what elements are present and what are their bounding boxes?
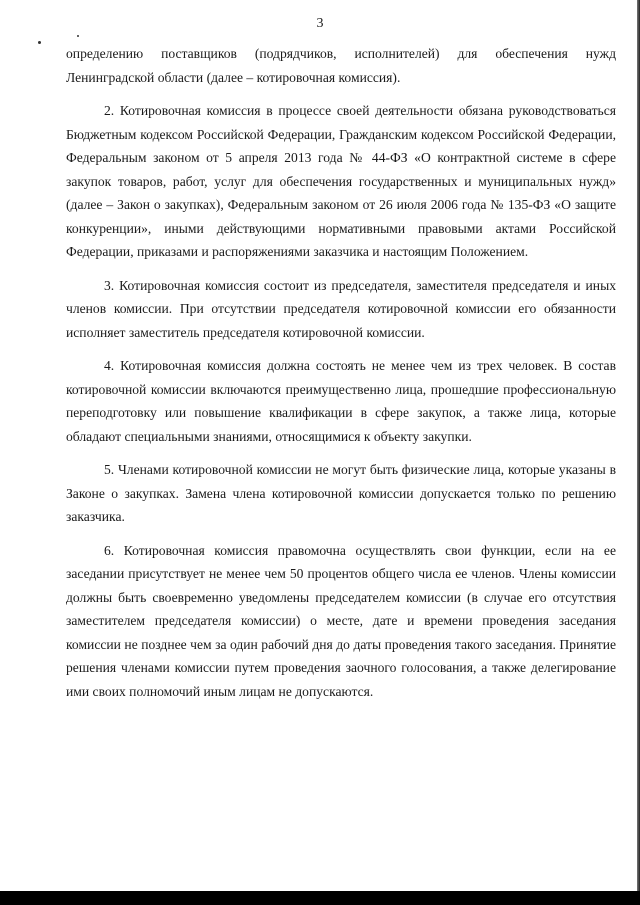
paragraph-clause-2: 2. Котировочная комиссия в процессе своей деятельности обязана руководствоваться Бюджетным кодексом Российской Федерации, Гражданским кодексом Российской Федерации, Федеральным законом от 5 апреля 2013 года № 44-ФЗ «О контрактной системе в сфере закупок товаров, работ, услуг для обеспечения государственных и муниципальных нужд» (далее – Закон о закупках), Федеральным законом от 26 июля 2006 года № 135-ФЗ «О защите конкуренции», иными действующими нормативными правовыми актами Российской Федерации, приказами и распоряжениями заказчика и настоящим Положением. [66,103,616,259]
scan-bottom-edge [0,891,640,905]
scan-speck [77,35,79,37]
paragraph-clause-5: 5. Членами котировочной комиссии не могут быть физические лица, которые указаны в Законе о закупках. Замена члена котировочной комиссии допускается только по решению заказчика. [66,462,616,524]
paragraph-clause-4: 4. Котировочная комиссия должна состоять не менее чем из трех человек. В состав котировочной комиссии включаются преимущественно лица, прошедшие профессиональную переподготовку или повышение квалификации в сфере закупок, а также лица, которые обладают специальными знаниями, относящимися к объекту закупки. [66,358,616,444]
document-body [66,42,616,713]
paragraph-clause-3: 3. Котировочная комиссия состоит из председателя, заместителя председателя и иных членов комиссии. При отсутствии председателя котировочной комиссии его обязанности исполняет заместитель председателя котировочной комиссии. [66,277,616,340]
scan-speck [38,41,41,44]
page-number: 3 [316,16,324,31]
paragraph-intro-continued: определению поставщиков (подрядчиков, исполнителей) для обеспечения нужд Ленинградской области (далее – котировочная комиссия). [66,46,616,85]
paragraph-clause-6: 6. Котировочная комиссия правомочна осуществлять свои функции, если на ее заседании присутствует не менее чем 50 процентов общего числа ее членов. Члены комиссии должны быть своевременно уведомлены председателем комиссии (в случае его отсутствия заместителем председателя комиссии) о месте, дате и времени проведения заседания комиссии не позднее чем за один рабочий дня до даты проведения такого заседания. Принятие решения членами комиссии путем проведения заочного голосования, а также делегирование ими своих полномочий иным лицам не допускаются. [66,542,616,699]
